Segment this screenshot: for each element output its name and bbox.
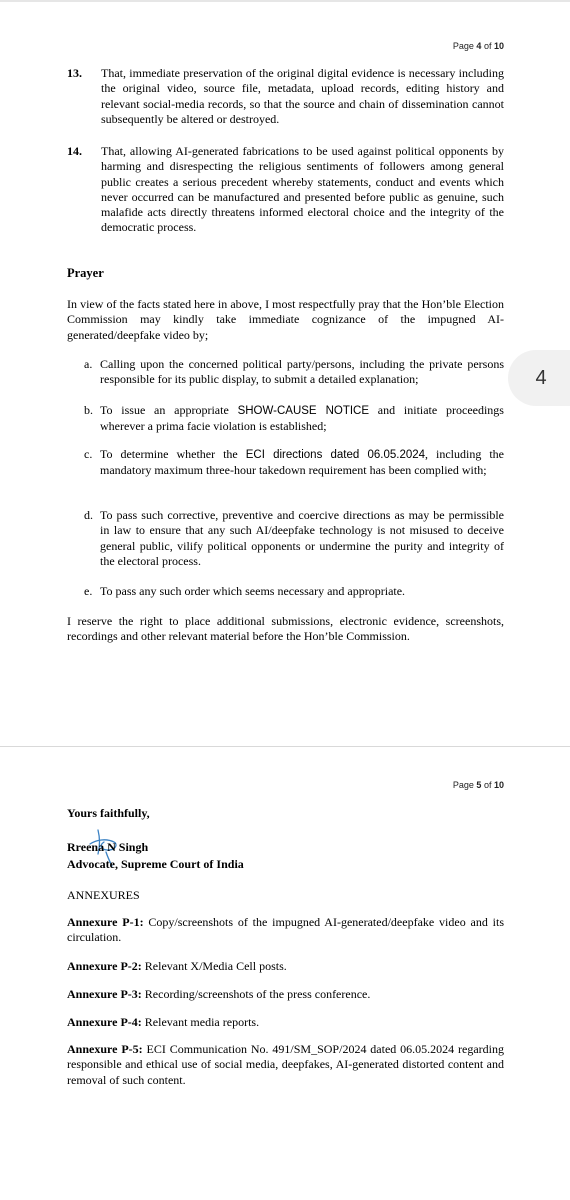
annexure-item: Annexure P-2: Relevant X/Media Cell posts. xyxy=(67,959,287,973)
signatory-name: Rreena N Singh xyxy=(67,840,149,854)
reservation-paragraph: I reserve the right to place additional submissions, electronic evidence, screenshots, recordings and other relevant material before the Hon’ble Commission. xyxy=(67,614,504,644)
prayer-intro: In view of the facts stated here in above, I most respectfully pray that the Hon’ble Election Commission may kindly take immediate cognizance of the impugned AI-generated/deepfake video by; xyxy=(67,297,504,342)
signatory-title: Advocate, Supreme Court of India xyxy=(67,857,244,871)
paragraph-text: That, immediate preservation of the original digital evidence is necessary including the original video, source file, metadata, upload records, editing history and relevant social-media records, so that the source and chain of dissemination cannot subsequently be altered or destroyed. xyxy=(101,66,504,126)
prayer-item-c: c. To determine whether the ECI directions dated 06.05.2024, including the mandatory maximum three-hour takedown requirement has been complied with; xyxy=(84,447,504,478)
annexure-item: Annexure P-1: Copy/screenshots of the impugned AI-generated/deepfake video and its circulation. xyxy=(67,915,504,945)
numbered-paragraph-14 xyxy=(67,144,504,236)
closing-salutation: Yours faithfully, xyxy=(67,806,150,820)
page-number-5: Page 5 of 10 xyxy=(452,780,504,790)
annexure-item: Annexure P-4: Relevant media reports. xyxy=(67,1015,260,1029)
prayer-item-a: a. Calling upon the concerned political party/persons, including the private persons responsible for its public display, to submit a detailed explanation; xyxy=(84,357,504,387)
page-number-4: Page 4 of 10 xyxy=(452,41,504,51)
annexures-heading: ANNEXURES xyxy=(67,888,140,902)
paragraph-number: 14. xyxy=(67,144,82,158)
paragraph-text: That, allowing AI-generated fabrications to be used against political opponents by harming and disrespecting the religious sentiments of followers among general public creates a serious precedent whereby statements, conduct and events which never occurred can be manufactured and presented before public as genuine, such malafide acts directly threatens informed electoral choice and the integrity of the democratic process. xyxy=(101,144,504,235)
prayer-item-d: d. To pass such corrective, preventive and coercive directions as may be permissible in law to ensure that any such AI/deepfake technology is not misused to deceive general public, vilify political opponents or undermine the purity and integrity of the electoral process. xyxy=(84,508,504,568)
page-separator xyxy=(0,746,570,747)
top-divider xyxy=(0,0,570,2)
annexure-item: Annexure P-3: Recording/screenshots of the press conference. xyxy=(67,987,371,1001)
annexure-item: Annexure P-5: ECI Communication No. 491/SM_SOP/2024 dated 06.05.2024 regarding responsible and ethical use of social media, deepfakes, AI-generated distorted content and removal of such content. xyxy=(67,1042,504,1087)
prayer-item-b: b. To issue an appropriate SHOW-CAUSE NOTICE and initiate proceedings wherever a prima facie violation is established; xyxy=(84,403,504,434)
prayer-item-e: e. To pass any such order which seems necessary and appropriate. xyxy=(84,584,406,598)
numbered-paragraph-13 xyxy=(67,66,504,127)
paragraph-number: 13. xyxy=(67,66,82,80)
page-indicator-badge[interactable]: 4 xyxy=(508,350,570,406)
prayer-heading: Prayer xyxy=(67,266,104,280)
